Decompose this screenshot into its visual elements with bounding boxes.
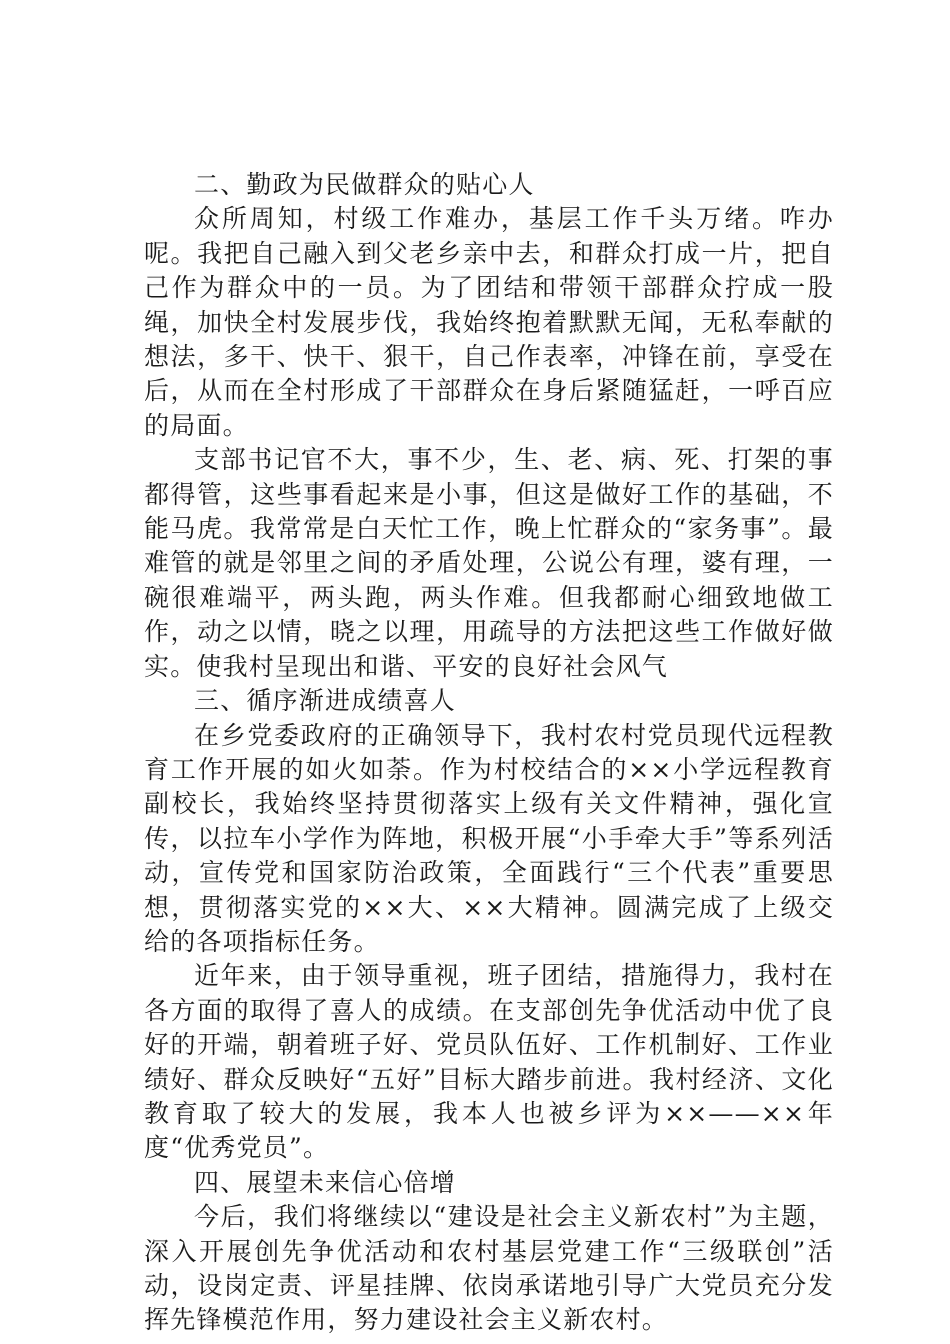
section-heading-2: 二、勤政为民做群众的贴心人 <box>194 170 535 199</box>
paragraph-4-1: 今后，我们将继续以“建设是社会主义新农村”为主题，深入开展创先争优活动和农村基层党建工作“三级联创”活动，设岗定责、评星挂牌、依岗承诺地引导广大党员充分发挥先锋模范作用，努力建设社会主义新农村。 <box>144 1202 834 1335</box>
document-body <box>144 168 834 1338</box>
paragraph-2-2: 支部书记官不大，事不少，生、老、病、死、打架的事都得管，这些事看起来是小事，但这是做好工作的基础，不能马虎。我常常是白天忙工作，晚上忙群众的“家务事”。最难管的就是邻里之间的矛盾处理，公说公有理，婆有理，一碗很难端平，两头跑，两头作难。但我都耐心细致地做工作，动之以情，晓之以理，用疏导的方法把这些工作做好做实。使我村呈现出和谐、平安的良好社会风气 <box>144 445 834 681</box>
section-heading-3: 三、循序渐进成绩喜人 <box>194 686 457 716</box>
paragraph-3-1: 在乡党委政府的正确领导下，我村农村党员现代远程教育工作开展的如火如荼。作为村校结合的××小学远程教育副校长，我始终坚持贯彻落实上级有关文件精神，强化宣传，以拉车小学作为阵地，积极开展“小手牵大手”等系列活动，宣传党和国家防治政策，全面践行“三个代表”重要思想，贯彻落实党的××大、××大精神。圆满完成了上级交给的各项指标任务。 <box>144 720 834 956</box>
paragraph-3-2: 近年来，由于领导重视，班子团结，措施得力，我村在各方面的取得了喜人的成绩。在支部创先争优活动中优了良好的开端，朝着班子好、党员队伍好、工作机制好、工作业绩好、群众反映好“五好”目标大踏步前进。我村经济、文化教育取了较大的发展，我本人也被乡评为××——××年度“优秀党员”。 <box>144 961 834 1163</box>
section-heading-4: 四、展望未来信心倍增 <box>194 1167 457 1197</box>
paragraph-2-1: 众所周知，村级工作难办，基层工作千头万绪。咋办呢。我把自己融入到父老乡亲中去，和群众打成一片，把自己作为群众中的一员。为了团结和带领干部群众拧成一股绳，加快全村发展步伐，我始终抱着默默无闻，无私奉献的想法，多干、快干、狠干，自己作表率，冲锋在前，享受在后，从而在全村形成了干部群众在身后紧随猛赶，一呼百应的局面。 <box>144 204 834 440</box>
